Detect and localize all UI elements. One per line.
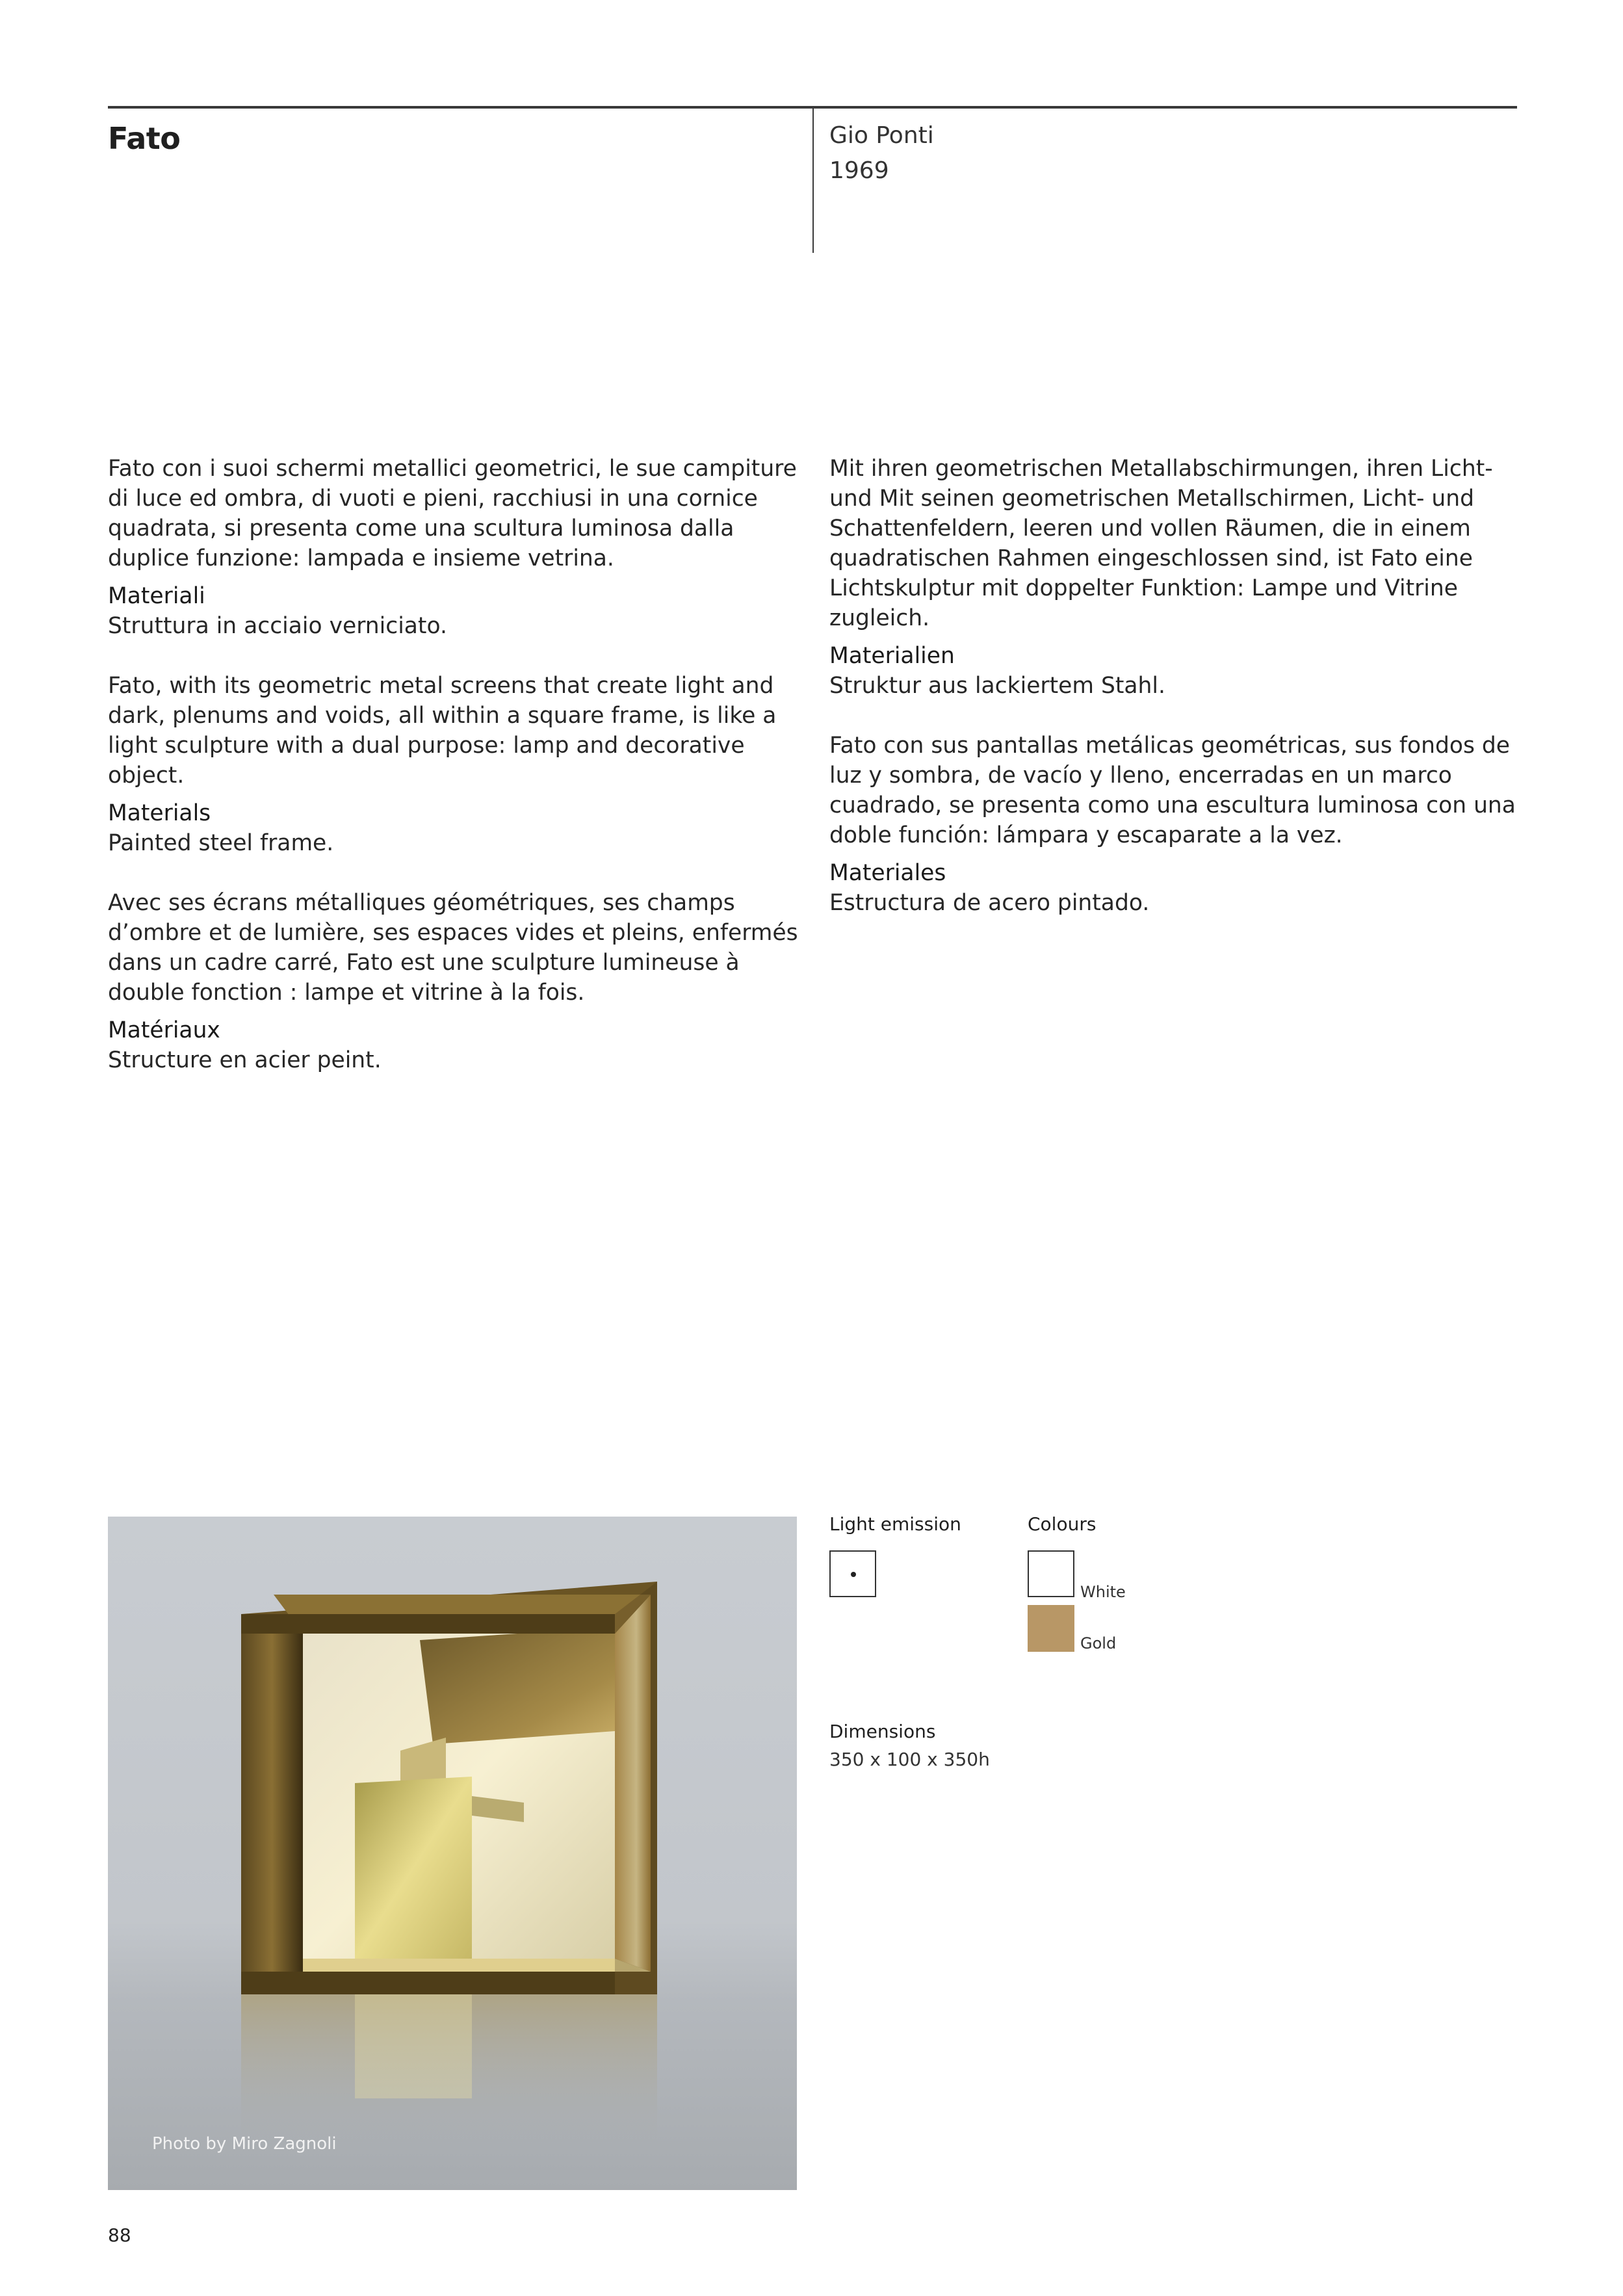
italian-description: Fato con i suoi schermi metallici geometrici, le sue campiture di luce ed ombra, di vuoti e pieni, racchiusi in una cornice quadrata, si presenta come una scultura luminosa dalla duplice funzione: lampada e insieme vetrina. <box>108 456 797 571</box>
metal-screen-upper <box>420 1627 615 1744</box>
english-description: Fato, with its geometric metal screens that create light and dark, plenums and voids, all within a square frame, is like a light sculpture with a dual purpose: lamp and decorative object. <box>108 673 777 789</box>
french-description: Avec ses écrans métalliques géométriques, ses champs d’ombre et de lumière, ses espaces vides et pleins, enfermés dans un cadre carré, Fato est une sculpture lumineuse à double fonction : lampe et vitrine à la fois. <box>108 890 798 1006</box>
english-materials: Painted steel frame. <box>108 830 334 856</box>
metal-screen-lower <box>355 1777 472 1959</box>
colour-swatch-white <box>1028 1550 1074 1597</box>
frame-top <box>241 1614 615 1634</box>
designer-block <box>829 118 934 189</box>
french-materials-label: Matériaux <box>108 1017 220 1043</box>
colours-label: Colours <box>1028 1513 1097 1535</box>
dimensions-label: Dimensions <box>829 1721 936 1742</box>
frame-right-shade <box>615 1582 657 1994</box>
french-materials: Structure en acier peint. <box>108 1047 382 1073</box>
italian-materials-label: Materiali <box>108 583 205 609</box>
german-description: Mit ihren geometrischen Metallabschirmungen, ihren Licht- und Mit seinen geometrischen Metallschirmen, Licht- und Schattenfeldern, leeren und vollen Räumen, die in einem quadratischen Rahmen eingeschlossen sind, ist Fato eine Lichtskulptur mit doppelter Funktion: Lampe und Vitrine zugleich. <box>829 456 1493 631</box>
german-materials-label: Materialien <box>829 643 955 669</box>
light-emission-icon <box>829 1550 876 1597</box>
spanish-materials-label: Materiales <box>829 860 946 886</box>
designer-name: Gio Ponti <box>829 122 934 149</box>
fato-lamp-illustration <box>108 1517 797 2190</box>
german-materials: Struktur aus lackiertem Stahl. <box>829 673 1165 699</box>
spanish-description: Fato con sus pantallas metálicas geométricas, sus fondos de luz y sombra, de vacío y lleno, encerradas en un marco cuadrado, se presenta como una escultura luminosa con una doble función: lámpara y escaparate a la vez. <box>829 733 1516 848</box>
page-number: 88 <box>108 2224 131 2246</box>
text-column-right <box>829 454 1531 918</box>
header-divider <box>812 107 814 253</box>
frame-bottom <box>241 1972 615 1994</box>
direct-light-dot-icon <box>851 1572 856 1577</box>
english-materials-label: Materials <box>108 800 211 826</box>
colour-name-gold: Gold <box>1080 1634 1117 1652</box>
italian-materials: Struttura in acciaio verniciato. <box>108 613 447 639</box>
design-year: 1969 <box>829 157 889 184</box>
photo-credit: Photo by Miro Zagnoli <box>152 2134 337 2154</box>
dimensions-value: 350 x 100 x 350h <box>829 1749 990 1770</box>
frame-inner-floor <box>303 1959 651 1972</box>
screen-reflection <box>355 1994 472 2098</box>
light-emission-label: Light emission <box>829 1513 961 1535</box>
colour-name-white: White <box>1080 1583 1126 1601</box>
product-photo <box>108 1517 797 2190</box>
colour-swatch-gold <box>1028 1605 1074 1652</box>
product-title: Fato <box>108 121 181 156</box>
frame-left-side <box>241 1614 303 1994</box>
text-column-left <box>108 454 810 1075</box>
spanish-materials: Estructura de acero pintado. <box>829 890 1150 916</box>
